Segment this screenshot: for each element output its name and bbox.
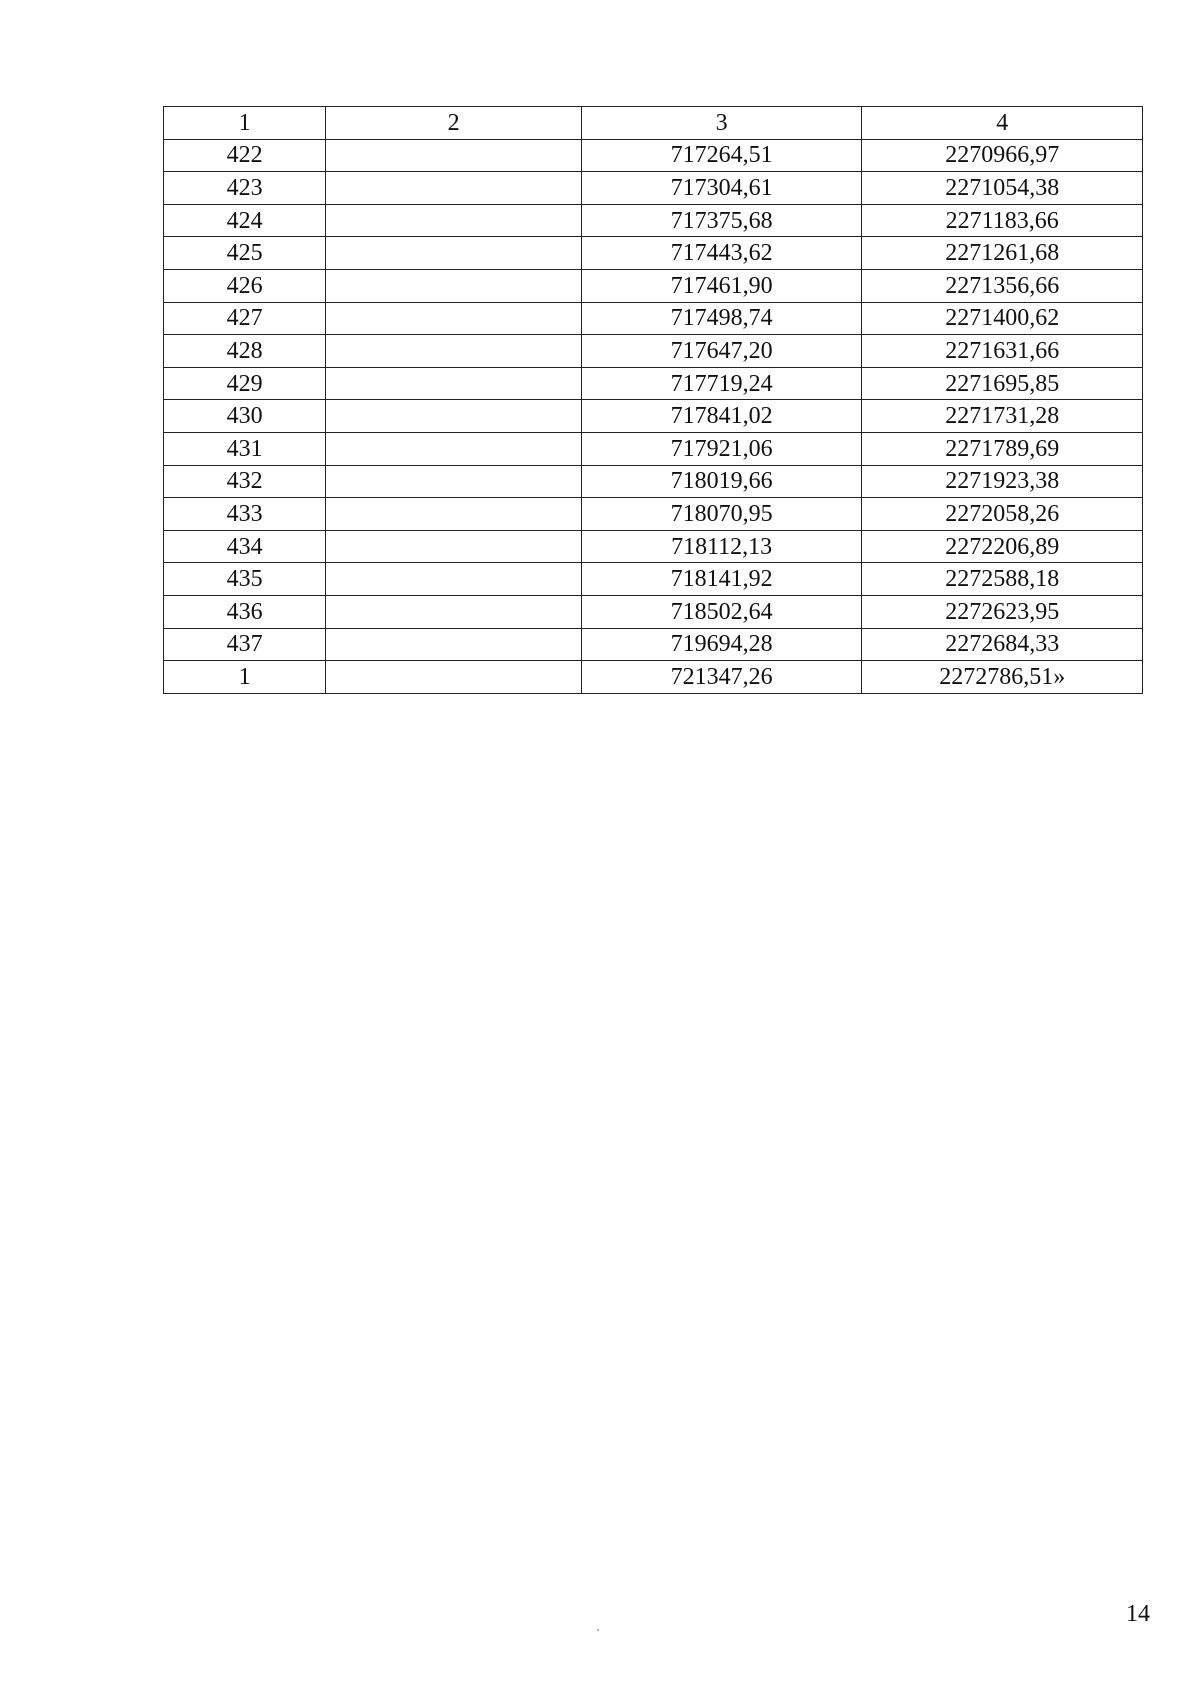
cell-x-coordinate: 717719,24	[581, 367, 862, 400]
cell-point-number: 436	[164, 595, 326, 628]
table-header-row	[164, 107, 1143, 140]
cell-empty	[326, 335, 582, 368]
table-row	[164, 139, 1143, 172]
cell-x-coordinate: 717375,68	[581, 204, 862, 237]
cell-empty	[326, 465, 582, 498]
table-row	[164, 204, 1143, 237]
header-cell-point: 1	[164, 107, 326, 140]
cell-y-coordinate: 2271400,62	[862, 302, 1143, 335]
table-row	[164, 563, 1143, 596]
cell-point-number: 425	[164, 237, 326, 270]
cell-y-coordinate: 2271261,68	[862, 237, 1143, 270]
cell-empty	[326, 661, 582, 694]
table-row	[164, 302, 1143, 335]
cell-y-coordinate: 2272623,95	[862, 595, 1143, 628]
cell-y-coordinate: 2271731,28	[862, 400, 1143, 433]
cell-y-coordinate: 2271183,66	[862, 204, 1143, 237]
table-row	[164, 661, 1143, 694]
cell-point-number: 432	[164, 465, 326, 498]
cell-empty	[326, 367, 582, 400]
cell-empty	[326, 628, 582, 661]
cell-empty	[326, 595, 582, 628]
cell-point-number: 422	[164, 139, 326, 172]
cell-empty	[326, 269, 582, 302]
header-cell-x: 3	[581, 107, 862, 140]
cell-y-coordinate: 2271054,38	[862, 172, 1143, 205]
cell-x-coordinate: 718019,66	[581, 465, 862, 498]
table-row	[164, 237, 1143, 270]
cell-empty	[326, 400, 582, 433]
cell-x-coordinate: 717461,90	[581, 269, 862, 302]
cell-x-coordinate: 717304,61	[581, 172, 862, 205]
table-row	[164, 335, 1143, 368]
cell-y-coordinate: 2271631,66	[862, 335, 1143, 368]
cell-x-coordinate: 717264,51	[581, 139, 862, 172]
table-row	[164, 172, 1143, 205]
scan-artifact-dot	[597, 1629, 599, 1631]
header-cell-2: 2	[326, 107, 582, 140]
cell-x-coordinate: 717498,74	[581, 302, 862, 335]
cell-empty	[326, 498, 582, 531]
cell-point-number: 424	[164, 204, 326, 237]
cell-empty	[326, 302, 582, 335]
cell-x-coordinate: 718502,64	[581, 595, 862, 628]
cell-empty	[326, 432, 582, 465]
cell-x-coordinate: 719694,28	[581, 628, 862, 661]
cell-empty	[326, 172, 582, 205]
cell-y-coordinate: 2271923,38	[862, 465, 1143, 498]
cell-y-coordinate: 2270966,97	[862, 139, 1143, 172]
cell-x-coordinate: 717647,20	[581, 335, 862, 368]
cell-x-coordinate: 718141,92	[581, 563, 862, 596]
cell-x-coordinate: 718070,95	[581, 498, 862, 531]
cell-point-number: 428	[164, 335, 326, 368]
cell-y-coordinate: 2272786,51»	[862, 661, 1143, 694]
cell-point-number: 430	[164, 400, 326, 433]
cell-point-number: 433	[164, 498, 326, 531]
table-row	[164, 400, 1143, 433]
cell-empty	[326, 139, 582, 172]
table-row	[164, 498, 1143, 531]
table-row	[164, 628, 1143, 661]
cell-y-coordinate: 2272206,89	[862, 530, 1143, 563]
cell-x-coordinate: 718112,13	[581, 530, 862, 563]
cell-empty	[326, 563, 582, 596]
cell-y-coordinate: 2272588,18	[862, 563, 1143, 596]
table-row	[164, 530, 1143, 563]
cell-point-number: 437	[164, 628, 326, 661]
cell-point-number: 1	[164, 661, 326, 694]
cell-x-coordinate: 717841,02	[581, 400, 862, 433]
cell-point-number: 431	[164, 432, 326, 465]
cell-empty	[326, 204, 582, 237]
cell-x-coordinate: 721347,26	[581, 661, 862, 694]
cell-y-coordinate: 2272684,33	[862, 628, 1143, 661]
table-row	[164, 367, 1143, 400]
cell-y-coordinate: 2271356,66	[862, 269, 1143, 302]
table-row	[164, 269, 1143, 302]
cell-point-number: 429	[164, 367, 326, 400]
page-number: 14	[1126, 1601, 1150, 1627]
cell-point-number: 423	[164, 172, 326, 205]
cell-point-number: 434	[164, 530, 326, 563]
table-row	[164, 595, 1143, 628]
cell-empty	[326, 237, 582, 270]
table-row	[164, 432, 1143, 465]
cell-y-coordinate: 2271695,85	[862, 367, 1143, 400]
coordinates-table	[163, 106, 1143, 694]
table-row	[164, 465, 1143, 498]
cell-y-coordinate: 2272058,26	[862, 498, 1143, 531]
cell-point-number: 426	[164, 269, 326, 302]
cell-x-coordinate: 717921,06	[581, 432, 862, 465]
cell-point-number: 435	[164, 563, 326, 596]
cell-empty	[326, 530, 582, 563]
header-cell-y: 4	[862, 107, 1143, 140]
cell-x-coordinate: 717443,62	[581, 237, 862, 270]
cell-y-coordinate: 2271789,69	[862, 432, 1143, 465]
cell-point-number: 427	[164, 302, 326, 335]
